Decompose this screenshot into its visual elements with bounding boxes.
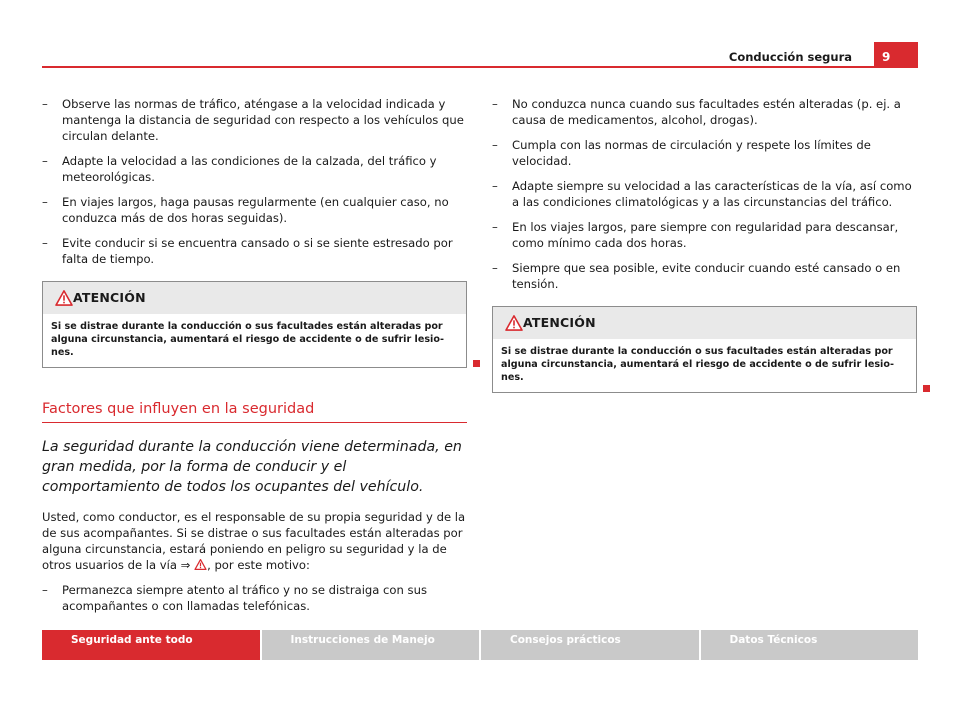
footer-tab-datos[interactable]: Datos Técnicos — [701, 630, 919, 660]
section-heading: Factores que influyen en la seguridad — [42, 401, 467, 423]
warning-text: Si se distrae durante la conducción o sus facultades están alteradas por alguna circunstancia, aumentará el riesgo de accidente o de sufrir lesiones. — [501, 346, 894, 383]
left-column — [42, 96, 467, 623]
red-square-icon — [473, 360, 480, 367]
page-number: 9 — [874, 42, 918, 68]
list-item: – Siempre que sea posible, evite conducir cuando esté cansado o en tensión. — [492, 261, 901, 291]
red-square-icon — [923, 385, 930, 392]
list-item: – No conduzca nunca cuando sus facultades estén alteradas (p. ej. a causa de medicamentos, alcohol, drogas). — [492, 97, 901, 127]
footer-tab-consejos[interactable]: Consejos prácticos — [481, 630, 699, 660]
footer-nav — [42, 630, 918, 660]
warning-box — [492, 306, 917, 393]
footer-tab-seguridad[interactable]: Seguridad ante todo — [42, 630, 260, 660]
list-item: – Permanezca siempre atento al tráfico y no se distraiga con sus acompañantes o con llamadas telefónicas. — [42, 583, 427, 613]
list-item: – En los viajes largos, pare siempre con regularidad para descansar, como mínimo cada dos horas. — [492, 220, 899, 250]
lead-paragraph: La seguridad durante la conducción viene determinada, en gran medida, por la forma de conducir y el comportamiento de todos los ocupantes del vehículo. — [42, 439, 462, 495]
right-bullet-list — [492, 96, 917, 292]
list-item: – Observe las normas de tráfico, aténgase a la velocidad indicada y mantenga la distancia de seguridad con respecto a los vehículos que circulan delante. — [42, 97, 464, 143]
warning-title: ATENCIÓN — [493, 307, 916, 339]
list-item: – Adapte siempre su velocidad a las características de la vía, así como a las condiciones climatológicas y a las circunstancias del tráfico. — [492, 179, 912, 209]
list-item: – Cumpla con las normas de circulación y respete los límites de velocidad. — [492, 138, 871, 168]
warning-title: ATENCIÓN — [43, 282, 466, 314]
page-header-title: Conducción segura — [728, 50, 852, 64]
list-item: – En viajes largos, haga pausas regularmente (en cualquier caso, no conduzca más de dos horas seguidas). — [42, 195, 449, 225]
footer-tab-instrucciones[interactable]: Instrucciones de Manejo — [262, 630, 480, 660]
list-item: – Evite conducir si se encuentra cansado o si se siente estresado por falta de tiempo. — [42, 236, 453, 266]
warning-triangle-icon — [505, 315, 523, 331]
warning-box — [42, 281, 467, 368]
warning-text: Si se distrae durante la conducción o sus facultades están alteradas por alguna circunstancia, aumentará el riesgo de accidente o de sufrir lesiones. — [51, 321, 444, 358]
left-bullet-list — [42, 96, 467, 267]
right-column — [492, 96, 917, 393]
warning-triangle-icon — [55, 290, 73, 306]
left-bullet-list-2 — [42, 582, 467, 614]
list-item: – Adapte la velocidad a las condiciones de la calzada, del tráfico y meteorológicas. — [42, 154, 437, 184]
body-paragraph: Usted, como conductor, es el responsable de su propia seguridad y de la de sus acompañantes. Si se distrae o sus facultades están alteradas por alguna circunstancia, estará poniendo en peligro su seguridad y la de otros usuarios de la vía ⇒ , por este motivo: — [42, 510, 466, 572]
header-rule — [42, 66, 918, 68]
warning-reference-icon[interactable] — [194, 559, 207, 570]
